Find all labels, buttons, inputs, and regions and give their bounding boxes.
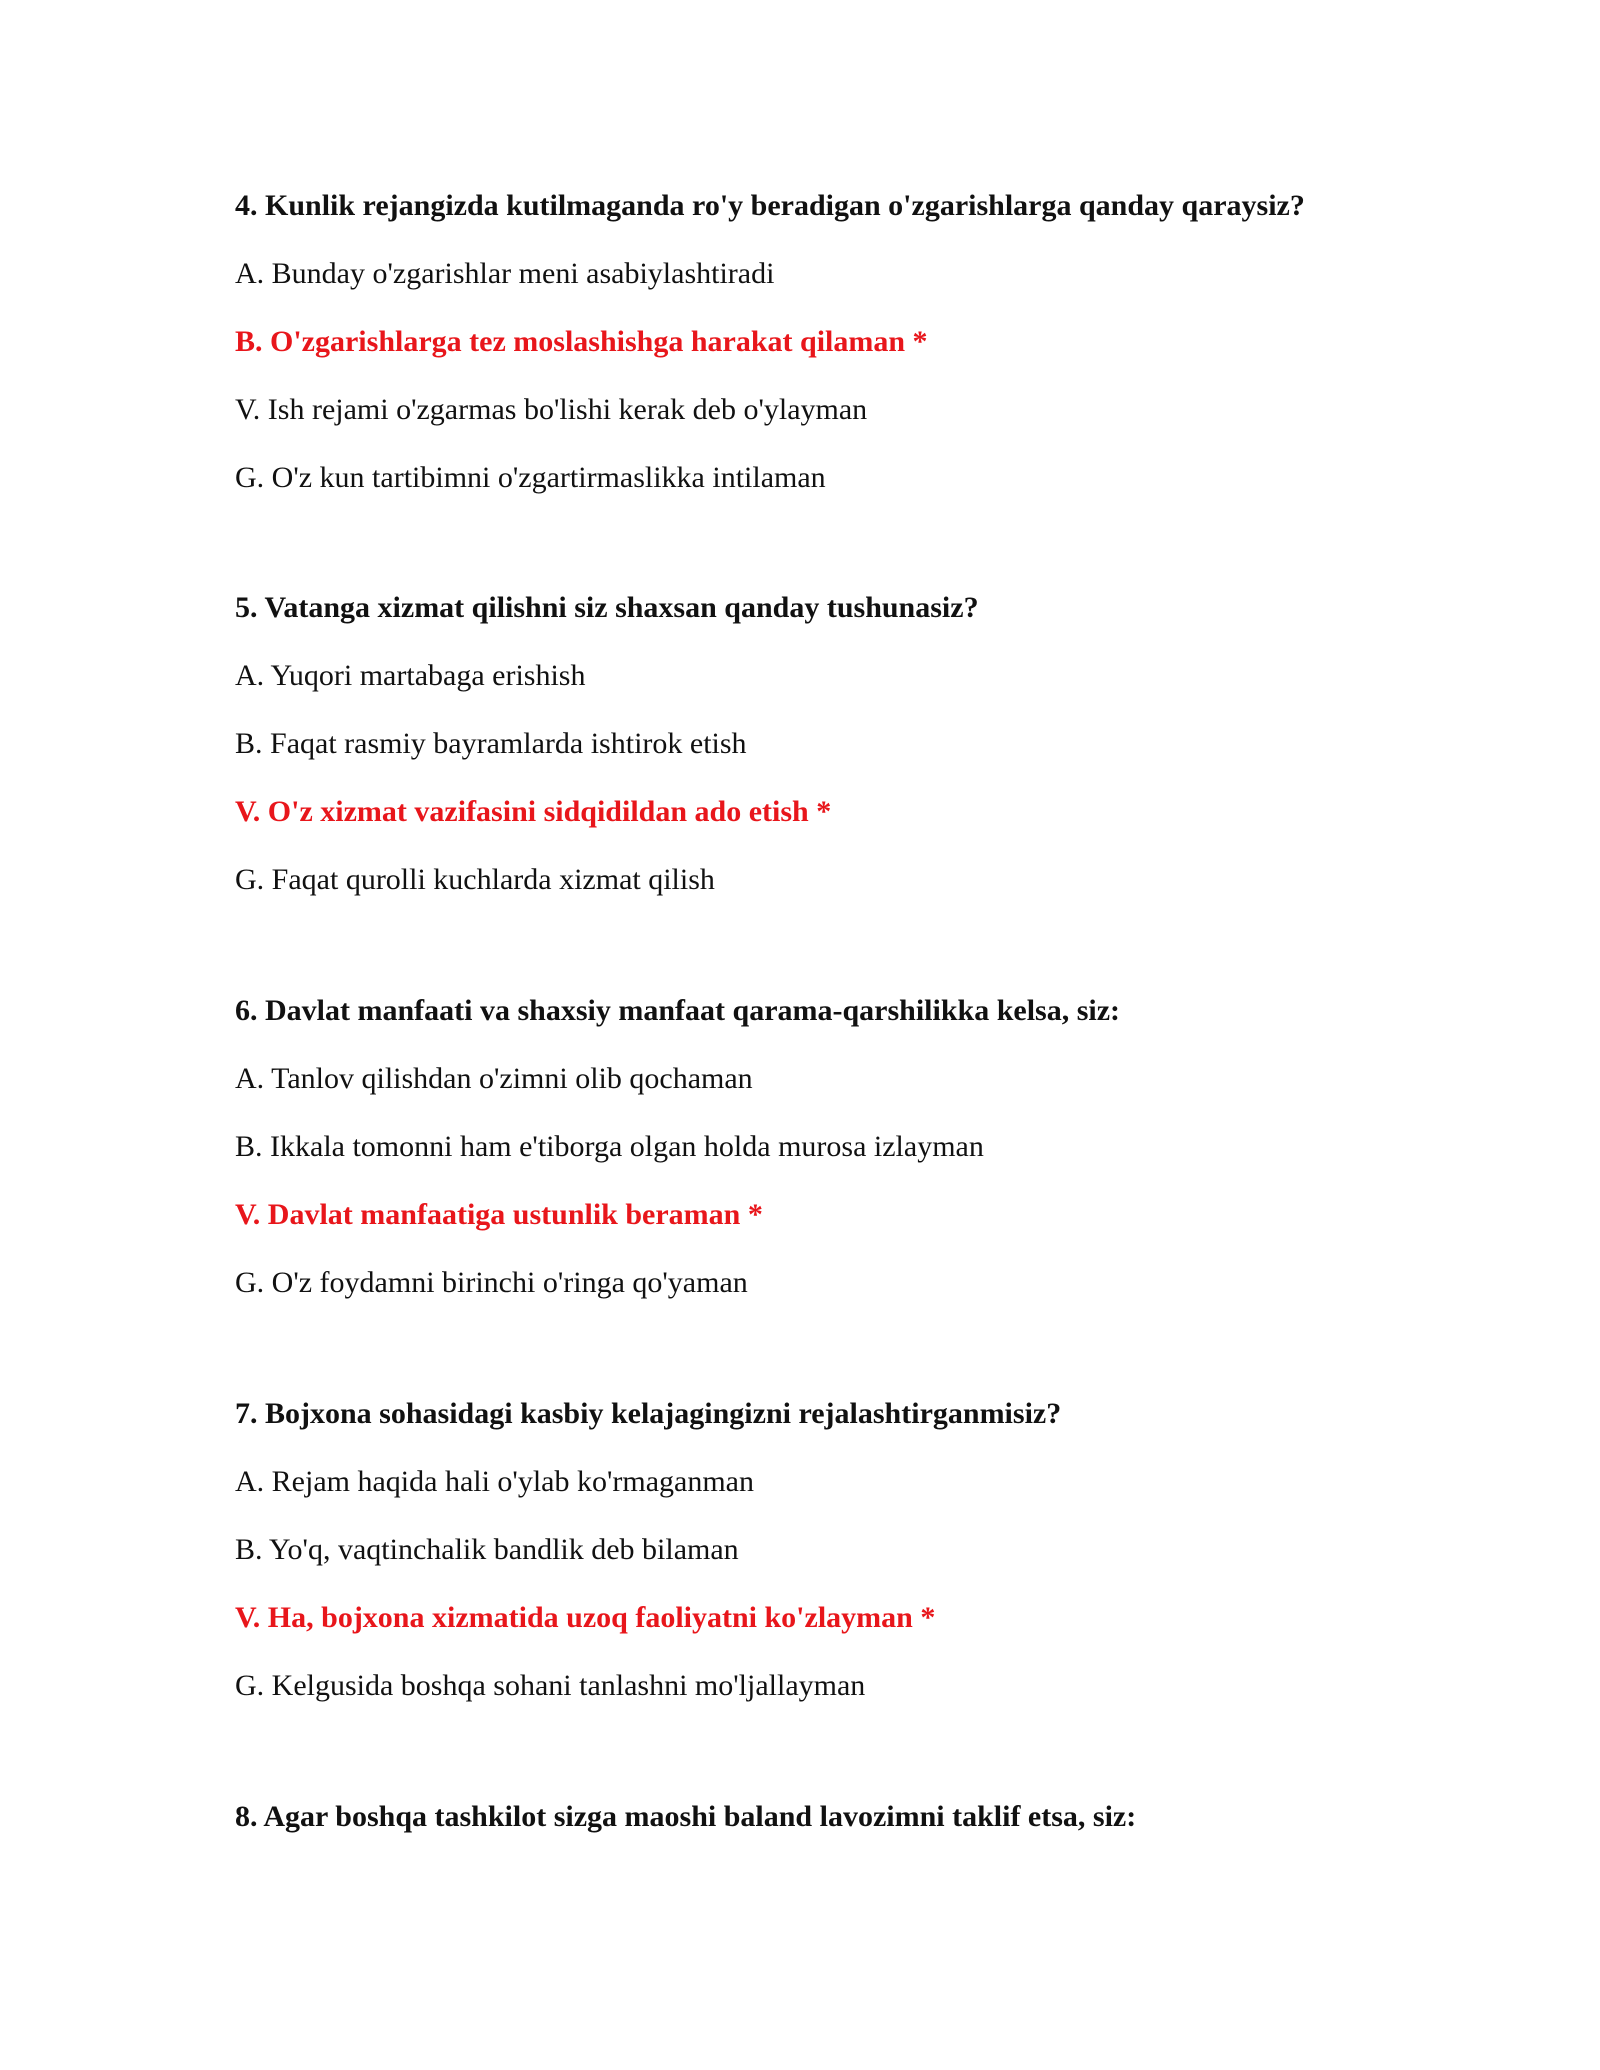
answer-option: G. Kelgusida boshqa sohani tanlashni mo'ljallayman bbox=[235, 1669, 866, 1702]
question-text: 6. Davlat manfaati va shaxsiy manfaat qarama-qarshilikka kelsa, siz: bbox=[235, 994, 1121, 1027]
question-text: 4. Kunlik rejangizda kutilmaganda ro'y beradigan o'zgarishlarga qanday qaraysiz? bbox=[235, 189, 1305, 222]
question-text: 7. Bojxona sohasidagi kasbiy kelajagingizni rejalashtirganmisiz? bbox=[235, 1397, 1062, 1430]
answer-option: A. Rejam haqida hali o'ylab ko'rmaganman bbox=[235, 1465, 754, 1498]
answer-option: V. Davlat manfaatiga ustunlik beraman * bbox=[235, 1198, 763, 1231]
answer-option: G. O'z foydamni birinchi o'ringa qo'yaman bbox=[235, 1266, 748, 1299]
question-block-5 bbox=[235, 590, 1435, 930]
answer-option: V. O'z xizmat vazifasini sidqidildan ado etish * bbox=[235, 795, 832, 828]
question-text: 8. Agar boshqa tashkilot sizga maoshi baland lavozimni taklif etsa, siz: bbox=[235, 1800, 1137, 1833]
answer-option: A. Tanlov qilishdan o'zimni olib qochaman bbox=[235, 1062, 753, 1095]
answer-option: G. O'z kun tartibimni o'zgartirmaslikka intilaman bbox=[235, 461, 826, 494]
question-block-8 bbox=[235, 1799, 1435, 1867]
question-block-6 bbox=[235, 993, 1435, 1333]
answer-option: B. O'zgarishlarga tez moslashishga harakat qilaman * bbox=[235, 325, 928, 358]
answer-option: G. Faqat qurolli kuchlarda xizmat qilish bbox=[235, 863, 715, 896]
answer-option: A. Bunday o'zgarishlar meni asabiylashtiradi bbox=[235, 257, 775, 290]
question-block-4 bbox=[235, 188, 1435, 528]
question-block-7 bbox=[235, 1396, 1435, 1736]
answer-option: B. Faqat rasmiy bayramlarda ishtirok etish bbox=[235, 727, 747, 760]
answer-option: A. Yuqori martabaga erishish bbox=[235, 659, 586, 692]
answer-option: B. Ikkala tomonni ham e'tiborga olgan holda murosa izlayman bbox=[235, 1130, 984, 1163]
answer-option: V. Ha, bojxona xizmatida uzoq faoliyatni ko'zlayman * bbox=[235, 1601, 936, 1634]
question-text: 5. Vatanga xizmat qilishni siz shaxsan qanday tushunasiz? bbox=[235, 591, 979, 624]
answer-option: V. Ish rejami o'zgarmas bo'lishi kerak deb o'ylayman bbox=[235, 393, 868, 426]
answer-option: B. Yo'q, vaqtinchalik bandlik deb bilaman bbox=[235, 1533, 739, 1566]
